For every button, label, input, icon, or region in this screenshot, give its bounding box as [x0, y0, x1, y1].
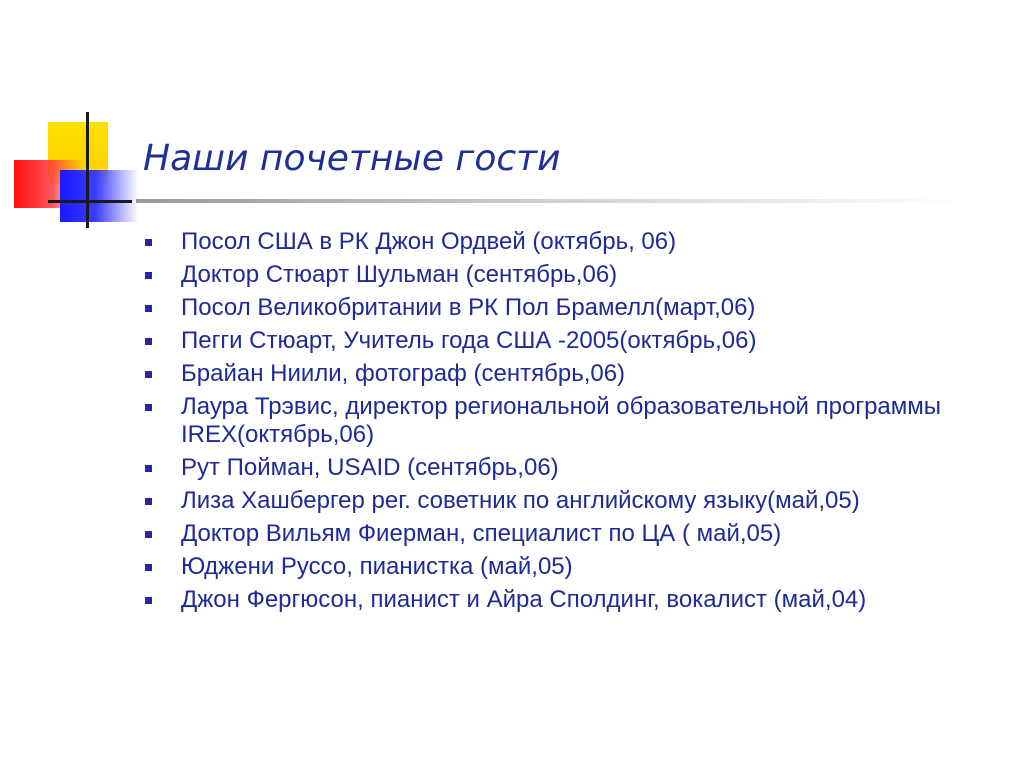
list-item	[145, 360, 1005, 388]
list-item	[145, 487, 1005, 515]
square-bullet-icon	[145, 564, 152, 571]
list-item	[145, 454, 1005, 482]
square-bullet-icon	[145, 305, 152, 312]
decorative-corner-blocks	[0, 0, 140, 240]
list-item-text: Доктор Стюарт Шульман (сентябрь,06)	[181, 261, 618, 288]
horizontal-line	[48, 200, 132, 203]
slide-title: Наши почетные гости	[143, 138, 561, 179]
square-bullet-icon	[145, 338, 152, 345]
square-bullet-icon	[145, 404, 152, 411]
title-underline-rule	[136, 199, 966, 203]
list-item	[145, 228, 1005, 256]
blue-square	[60, 170, 138, 222]
list-item-text: Доктор Вильям Фиерман, специалист по ЦА ( май,05)	[181, 520, 782, 547]
list-item-text: Джон Фергюсон, пианист и Айра Сполдинг, вокалист (май,04)	[181, 586, 867, 613]
list-item-text: Лиза Хашбергер рег. советник по английскому языку(май,05)	[181, 487, 860, 514]
list-item	[145, 586, 1005, 614]
vertical-line	[86, 112, 89, 228]
list-item-text: Юджени Руссо, пианистка (май,05)	[181, 553, 573, 580]
list-item	[145, 294, 1005, 322]
list-item-text: Брайан Ниили, фотограф (сентябрь,06)	[181, 360, 626, 387]
list-item-text: Лаура Трэвис, директор региональной образовательной программы IREX(октябрь,06)	[181, 393, 942, 448]
square-bullet-icon	[145, 597, 152, 604]
square-bullet-icon	[145, 498, 152, 505]
guest-list	[145, 228, 1005, 619]
list-item	[145, 553, 1005, 581]
square-bullet-icon	[145, 371, 152, 378]
list-item	[145, 520, 1005, 548]
list-item-text: Посол США в РК Джон Ордвей (октябрь, 06)	[181, 228, 677, 255]
square-bullet-icon	[145, 465, 152, 472]
list-item	[145, 327, 1005, 355]
list-item-text: Посол Великобритании в РК Пол Брамелл(март,06)	[181, 294, 756, 321]
list-item-text: Пегги Стюарт, Учитель года США -2005(октябрь,06)	[181, 327, 757, 354]
square-bullet-icon	[145, 272, 152, 279]
list-item	[145, 261, 1005, 289]
square-bullet-icon	[145, 239, 152, 246]
list-item	[145, 393, 1005, 449]
square-bullet-icon	[145, 531, 152, 538]
list-item-text: Рут Пойман, USAID (сентябрь,06)	[181, 454, 559, 481]
